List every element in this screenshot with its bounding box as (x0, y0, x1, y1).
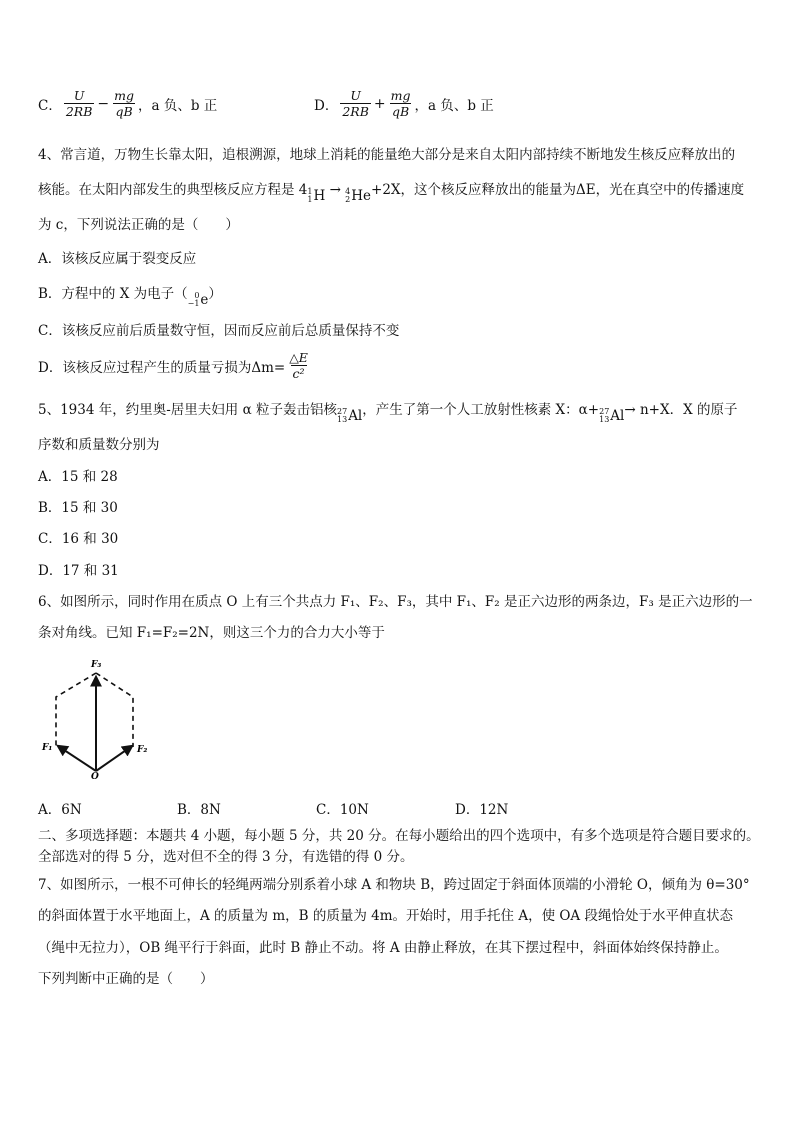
q4-stem-line-3: 为 c，下列说法正确的是（ ） (38, 217, 239, 233)
label-f1: F₁ (42, 743, 53, 753)
q6-options (38, 801, 594, 819)
denominator: qB (391, 104, 410, 119)
q3-option-d (314, 88, 494, 119)
q5-option-b: B．15 和 30 (38, 500, 118, 516)
symbol: Al (348, 408, 363, 424)
numerator: mg (390, 88, 411, 103)
atomic-number: 13 (599, 415, 610, 424)
nuclide-h (307, 187, 325, 205)
denominator: 2RB (65, 104, 93, 119)
text: 5、1934 年，约里奥-居里夫妇用 α 粒子轰击铝核 (38, 402, 337, 418)
q4-stem-line-1: 4、常言道，万物生长靠太阳，追根溯源，地球上消耗的能量绝大部分是来自太阳内部持续不断地发生核反应释放出的 (38, 147, 736, 163)
nuclide-he (345, 187, 371, 205)
q4-option-a: A．该核反应属于裂变反应 (38, 251, 197, 267)
atomic-number: −1 (187, 299, 200, 308)
fraction (64, 88, 95, 119)
q4-stem-line-2 (38, 181, 744, 205)
denominator: c² (292, 366, 305, 381)
denominator: 2RB (342, 104, 369, 119)
mass-number: 27 (337, 407, 348, 416)
q5-stem-line-2: 序数和质量数分别为 (38, 437, 160, 453)
numerator: △E (289, 350, 308, 365)
mass-number: 4 (345, 187, 351, 196)
fraction (389, 88, 413, 119)
q5-stem-line-1 (38, 401, 738, 425)
text: → n+X．X 的原子 (624, 402, 738, 418)
mass-number: 1 (307, 187, 313, 196)
denominator: qB (115, 104, 133, 119)
option-label: D． (314, 97, 339, 114)
option-a: A．6N (38, 802, 82, 818)
text: ） (208, 286, 222, 302)
q6-stem-line-1: 6、如图所示，同时作用在质点 O 上有三个共点力 F₁、F₂、F₃，其中 F₁、F₂ 是正六边形的两条边，F₃ 是正六边形的一 (38, 594, 753, 610)
q7-stem-line-4: 下列判断中正确的是（ ） (38, 971, 214, 987)
q4-option-d (38, 350, 312, 381)
option-c: C．10N (316, 802, 369, 818)
symbol: H (313, 188, 326, 204)
option-b: B．8N (177, 802, 221, 818)
nuclide-al (337, 407, 362, 425)
mass-number: 27 (599, 407, 610, 416)
q5-option-c: C．16 和 30 (38, 531, 119, 547)
numerator: U (350, 88, 361, 103)
fraction (112, 88, 136, 119)
q5-option-d: D．17 和 31 (38, 563, 119, 579)
mass-number: 0 (194, 291, 200, 300)
nuclide-al (599, 407, 624, 425)
q4-option-b (38, 285, 222, 309)
atomic-number: 13 (337, 415, 348, 424)
symbol: He (351, 188, 372, 204)
q7-stem-line-3: （绳中无拉力），OB 绳平行于斜面，此时 B 静止不动。将 A 由静止释放，在其下摆过程中，斜面体始终保持静止。 (38, 940, 728, 956)
option-d: D．12N (455, 802, 509, 818)
q5-option-a: A．15 和 28 (38, 469, 118, 485)
symbol: Al (610, 408, 625, 424)
option-label: C． (38, 97, 62, 114)
atomic-number: 2 (345, 195, 351, 204)
text: B．方程中的 X 为电子（ (38, 286, 188, 302)
symbol: e (200, 292, 209, 308)
label-o: O (91, 772, 99, 780)
section-2-line-1: 二、多项选择题：本题共 4 小题，每小题 5 分，共 20 分。在每小题给出的四个选项中，有多个选项是符合题目要求的。 (38, 828, 760, 844)
hexagon-dashed-edges (56, 673, 133, 747)
arrow: → (329, 182, 341, 198)
q6-stem-line-2: 条对角线。已知 F₁=F₂=2N，则这三个力的合力大小等于 (38, 625, 385, 641)
section-2-line-2: 全部选对的得 5 分，选对但不全的得 3 分，有选错的得 0 分。 (38, 849, 414, 865)
q3-option-c (38, 88, 217, 119)
fraction (287, 350, 310, 381)
fraction (340, 88, 371, 119)
q7-stem-line-2: 的斜面体置于水平地面上，A 的质量为 m，B 的质量为 4m。开始时，用手托住 A，使 OA 段绳恰处于水平伸直状态 (38, 908, 733, 924)
q4-option-c: C．该核反应前后质量数守恒，因而反应前后总质量保持不变 (38, 323, 400, 339)
q7-stem-line-1: 7、如图所示，一根不可伸长的轻绳两端分别系着小球 A 和物块 B，跨过固定于斜面体顶端的小滑轮 O，倾角为 θ=30° (38, 877, 750, 893)
operator: + (373, 95, 386, 112)
hexagon-force-diagram (36, 655, 156, 780)
force-f2-arrow (96, 746, 132, 771)
force-f1-arrow (58, 746, 96, 771)
numerator: U (73, 88, 85, 103)
text: 核能。在太阳内部发生的典型核反应方程是 4 (38, 182, 308, 198)
numerator: mg (114, 88, 134, 103)
option-text: ，a 负、b 正 (414, 97, 494, 114)
label-f3: F₃ (91, 660, 102, 670)
text: ，这个核反应释放出的能量为ΔE，光在真空中的传播速度 (400, 182, 745, 198)
atomic-number: 1 (307, 195, 313, 204)
nuclide-e (188, 291, 209, 309)
operator: − (97, 95, 110, 112)
text: +2X (371, 182, 401, 198)
option-text: ，a 负、b 正 (138, 97, 218, 114)
text: D．该核反应过程产生的质量亏损为Δm= (38, 359, 286, 376)
text: ，产生了第一个人工放射性核素 X：α+ (362, 402, 600, 418)
label-f2: F₂ (137, 745, 148, 755)
